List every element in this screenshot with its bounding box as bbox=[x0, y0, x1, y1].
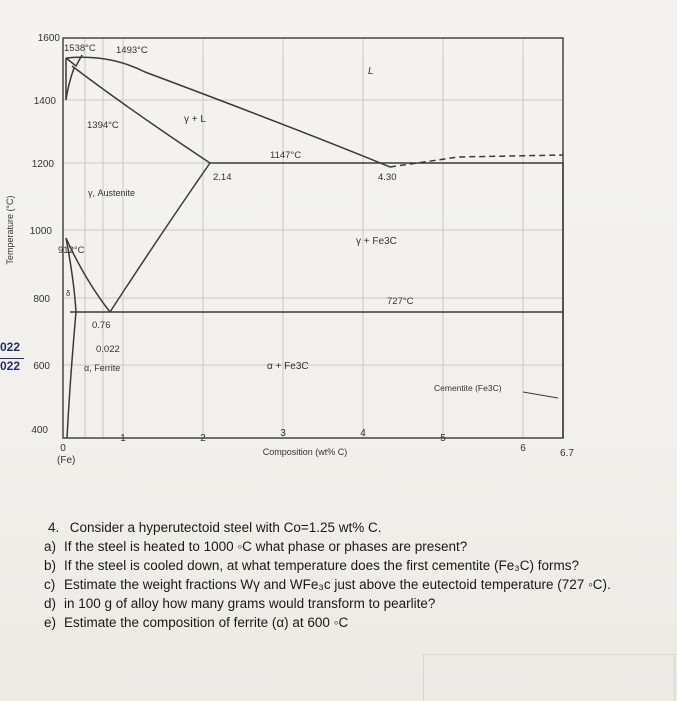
label-214: 2.14 bbox=[213, 172, 232, 183]
y-tick-label: 400 bbox=[31, 425, 48, 436]
region-cementite: Cementite (Fe3C) bbox=[434, 383, 502, 393]
x-tick-label: 6.7 bbox=[560, 448, 574, 459]
question-block bbox=[44, 518, 669, 632]
item-letter: e) bbox=[44, 615, 57, 630]
question-item bbox=[44, 575, 669, 594]
diagram-grid bbox=[63, 38, 563, 438]
region-alpha-fe3c: α + Fe3C bbox=[267, 361, 309, 372]
region-austenite: γ, Austenite bbox=[88, 188, 136, 198]
y-tick-label: 1600 bbox=[37, 33, 60, 44]
phase-boundaries bbox=[66, 55, 563, 438]
item-text: in 100 g of alloy how many grams would transform to pearlite? bbox=[64, 596, 436, 611]
question-item bbox=[44, 594, 669, 613]
item-letter: c) bbox=[44, 577, 56, 592]
question-intro bbox=[48, 518, 669, 537]
y-tick-labels bbox=[30, 33, 61, 436]
region-gamma-liquid: γ + L bbox=[184, 114, 206, 125]
label-1493: 1493°C bbox=[116, 45, 148, 56]
item-text: Estimate the weight fractions Wγ and WFe₃c just above the eutectoid temperature (727 ◦C). bbox=[64, 577, 611, 592]
item-text: Estimate the composition of ferrite (α) at 600 ◦C bbox=[64, 615, 349, 630]
x-tick-label: 1 bbox=[120, 433, 126, 444]
label-1147: 1147°C bbox=[270, 150, 302, 161]
label-430: 4.30 bbox=[378, 172, 397, 183]
question-item bbox=[44, 537, 669, 556]
question-text: Consider a hyperutectoid steel with Co=1.25 wt% C. bbox=[69, 520, 382, 535]
fe-label: (Fe) bbox=[57, 455, 76, 466]
item-text: If the steel is cooled down, at what temperature does the first cementite (Fe₃C) forms? bbox=[64, 558, 579, 573]
point-labels bbox=[58, 43, 414, 355]
item-text: If the steel is heated to 1000 ◦C what phase or phases are present? bbox=[64, 539, 468, 554]
y-tick-label: 600 bbox=[33, 361, 50, 372]
label-1538: 1538°C bbox=[64, 43, 96, 54]
label-727: 727°C bbox=[387, 296, 414, 307]
margin-note: 022 bbox=[0, 340, 21, 354]
x-tick-label: 6 bbox=[520, 443, 526, 454]
x-axis-label: Composition (wt% C) bbox=[262, 447, 348, 457]
answer-box-outline bbox=[423, 654, 675, 701]
x-tick-label: 2 bbox=[200, 433, 206, 444]
cementite-arrow bbox=[523, 392, 558, 398]
y-tick-label: 1200 bbox=[31, 159, 54, 170]
item-letter: a) bbox=[44, 539, 57, 554]
item-letter: d) bbox=[44, 596, 57, 611]
label-0022: 0.022 bbox=[96, 344, 120, 355]
label-912: 912°C bbox=[58, 245, 85, 256]
label-1394: 1394°C bbox=[87, 120, 119, 131]
diagram-frame bbox=[63, 38, 563, 438]
x-tick-label: 0 bbox=[60, 443, 66, 454]
y-tick-label: 1000 bbox=[29, 226, 52, 237]
x-tick-label: 4 bbox=[360, 428, 366, 439]
margin-note: 022 bbox=[0, 358, 24, 373]
y-tick-label: 1400 bbox=[33, 96, 56, 107]
y-tick-label: 800 bbox=[33, 294, 50, 305]
label-076: 0.76 bbox=[92, 320, 111, 331]
question-item bbox=[44, 556, 669, 575]
region-ferrite: α, Ferrite bbox=[84, 363, 121, 373]
region-delta: δ bbox=[66, 289, 71, 298]
region-gamma-fe3c: γ + Fe3C bbox=[356, 236, 397, 247]
x-tick-label: 3 bbox=[280, 428, 286, 439]
question-item bbox=[44, 613, 669, 632]
question-number: 4. bbox=[48, 520, 60, 535]
y-axis-label: Temperature (°C) bbox=[5, 195, 15, 265]
x-tick-label: 5 bbox=[440, 433, 446, 444]
item-letter: b) bbox=[44, 558, 57, 573]
region-liquid: L bbox=[368, 66, 374, 77]
